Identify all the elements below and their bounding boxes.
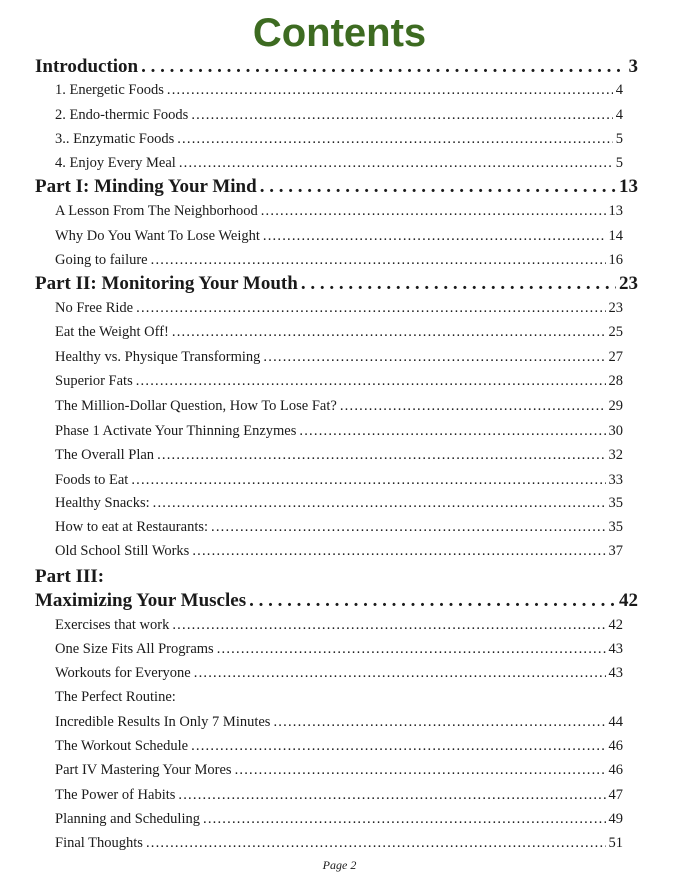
page-title: Contents [252, 11, 427, 55]
toc-entry-title: How to eat at Restaurants: [55, 519, 209, 535]
toc-page-number: 44 [608, 714, 623, 730]
dot-leader [260, 174, 616, 200]
toc-page-number: 25 [608, 324, 623, 340]
page-number-footer: Page 2 [322, 858, 357, 872]
toc-page-number: 42 [619, 590, 638, 611]
toc-entry-title: Old School Still Works [55, 543, 190, 559]
toc-entry[interactable] [55, 759, 623, 781]
toc-entry-title: Part III: [35, 566, 105, 587]
toc-entry-title: Healthy Snacks: [55, 495, 150, 511]
dot-leader [340, 395, 606, 417]
dot-leader [263, 225, 606, 247]
toc-page-number: 49 [608, 811, 623, 827]
toc-entry[interactable] [55, 346, 623, 368]
dot-leader [131, 469, 605, 491]
toc-entry[interactable] [55, 662, 623, 684]
toc-entry-title: Part II: Monitoring Your Mouth [35, 273, 298, 294]
dot-leader [146, 832, 606, 854]
toc-entry-title: Final Thoughts [55, 835, 143, 851]
toc-entry-title: The Workout Schedule [55, 738, 189, 754]
dot-leader [177, 128, 613, 150]
dot-leader [263, 346, 605, 368]
dot-leader [235, 759, 606, 781]
toc-page-number: 30 [608, 423, 623, 439]
toc-entry-title: 2. Endo-thermic Foods [55, 107, 189, 123]
toc-entry[interactable] [55, 321, 623, 343]
toc-entry-title: Going to failure [55, 252, 148, 268]
toc-entry[interactable] [55, 225, 623, 247]
toc-entry-title: 3.. Enzymatic Foods [55, 131, 175, 147]
toc-page-number: 13 [619, 176, 638, 197]
dot-leader [194, 662, 606, 684]
dot-leader [153, 492, 606, 514]
dot-leader [211, 516, 605, 538]
toc-page-number: 42 [608, 617, 623, 633]
toc-entry-title: Phase 1 Activate Your Thinning Enzymes [55, 423, 297, 439]
toc-entry-title: Part IV Mastering Your Mores [55, 762, 232, 778]
toc-entry-title: The Million-Dollar Question, How To Lose Fat? [55, 398, 337, 414]
dot-leader [172, 614, 605, 636]
toc-page-number: 4 [615, 107, 623, 123]
dot-leader [299, 420, 605, 442]
toc-entry-title: Why Do You Want To Lose Weight [55, 228, 260, 244]
toc-entry[interactable] [55, 516, 623, 538]
toc-part-entry[interactable] [35, 174, 638, 200]
dot-leader [203, 808, 606, 830]
toc-part-entry[interactable] [35, 588, 638, 614]
dot-leader [192, 540, 605, 562]
toc-entry[interactable] [55, 540, 623, 562]
toc-page-number: 23 [619, 273, 638, 294]
toc-entry[interactable] [55, 200, 623, 222]
toc-page-number: 35 [608, 519, 623, 535]
toc-page-number: 16 [608, 252, 623, 268]
toc-entry-title: The Power of Habits [55, 787, 176, 803]
toc-entry-title: Introduction [35, 56, 139, 77]
toc-entry[interactable] [55, 297, 623, 319]
toc-part-entry[interactable] [35, 271, 638, 297]
toc-entry[interactable] [55, 492, 623, 514]
toc-entry[interactable] [55, 104, 623, 126]
toc-entry[interactable] [55, 614, 623, 636]
dot-leader [261, 200, 606, 222]
dot-leader [151, 249, 606, 271]
toc-page-number: 35 [608, 495, 623, 511]
toc-entry[interactable] [55, 420, 623, 442]
toc-entry-title: Exercises that work [55, 617, 170, 633]
toc-entry-title: The Overall Plan [55, 447, 155, 463]
toc-page-number: 43 [608, 641, 623, 657]
toc-part-entry[interactable] [35, 54, 638, 80]
toc-page-number: 13 [608, 203, 623, 219]
toc-entry[interactable] [55, 249, 623, 271]
toc-entry[interactable] [55, 686, 176, 708]
dot-leader [273, 711, 605, 733]
toc-entry[interactable] [55, 444, 623, 466]
dot-leader [301, 271, 616, 297]
toc-page-number: 14 [608, 228, 623, 244]
dot-leader [179, 152, 613, 174]
toc-page-number: 27 [608, 349, 623, 365]
toc-page-number: 47 [608, 787, 623, 803]
dot-leader [136, 370, 606, 392]
toc-entry-title: Planning and Scheduling [55, 811, 200, 827]
toc-page-number: 46 [608, 738, 623, 754]
toc-entry[interactable] [55, 784, 623, 806]
toc-entry[interactable] [55, 711, 623, 733]
toc-page-number: 32 [608, 447, 623, 463]
toc-entry-title: Healthy vs. Physique Transforming [55, 349, 261, 365]
toc-entry-title: The Perfect Routine: [55, 689, 176, 705]
toc-page-number: 23 [608, 300, 623, 316]
toc-entry[interactable] [55, 469, 623, 491]
toc-entry[interactable] [55, 808, 623, 830]
toc-entry[interactable] [55, 638, 623, 660]
dot-leader [217, 638, 606, 660]
toc-entry[interactable] [55, 735, 623, 757]
dot-leader [191, 104, 612, 126]
toc-entry-title: Foods to Eat [55, 472, 129, 488]
toc-entry-title: 4. Enjoy Every Meal [55, 155, 176, 171]
toc-entry[interactable] [55, 370, 623, 392]
dot-leader [191, 735, 605, 757]
toc-page-number: 46 [608, 762, 623, 778]
toc-entry-title: No Free Ride [55, 300, 134, 316]
dot-leader [157, 444, 605, 466]
toc-page-number: 3 [628, 56, 638, 77]
toc-entry-title: Workouts for Everyone [55, 665, 191, 681]
toc-entry[interactable] [55, 152, 623, 174]
toc-page-number: 5 [615, 155, 623, 171]
toc-part-entry[interactable] [35, 564, 104, 590]
toc-page-number: 29 [608, 398, 623, 414]
dot-leader [172, 321, 606, 343]
toc-entry-title: Maximizing Your Muscles [35, 590, 247, 611]
toc-page-number: 28 [608, 373, 623, 389]
toc-entry[interactable] [55, 395, 623, 417]
toc-entry-title: 1. Energetic Foods [55, 82, 164, 98]
toc-entry-title: A Lesson From The Neighborhood [55, 203, 258, 219]
dot-leader [136, 297, 605, 319]
dot-leader [178, 784, 605, 806]
toc-page-number: 51 [608, 835, 623, 851]
toc-page-number: 5 [615, 131, 623, 147]
dot-leader [249, 588, 616, 614]
toc-page-number: 33 [608, 472, 623, 488]
dot-leader [167, 79, 613, 101]
toc-entry-title: One Size Fits All Programs [55, 641, 214, 657]
toc-entry[interactable] [55, 79, 623, 101]
toc-entry-title: Part I: Minding Your Mind [35, 176, 257, 197]
toc-entry[interactable] [55, 832, 623, 854]
toc-page-number: 37 [608, 543, 623, 559]
toc-page-number: 4 [615, 82, 623, 98]
toc-entry[interactable] [55, 128, 623, 150]
toc-entry-title: Eat the Weight Off! [55, 324, 169, 340]
toc-entry-title: Superior Fats [55, 373, 133, 389]
dot-leader [141, 54, 625, 80]
toc-page-number: 43 [608, 665, 623, 681]
toc-entry-title: Incredible Results In Only 7 Minutes [55, 714, 271, 730]
